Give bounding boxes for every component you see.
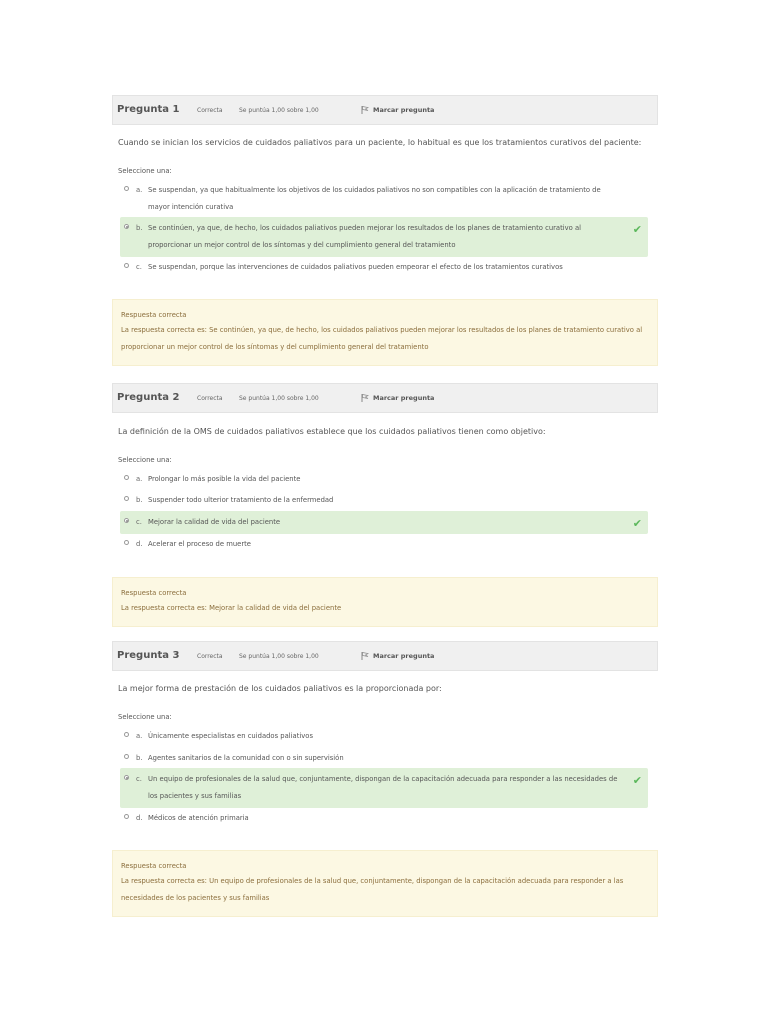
option-text: Se suspendan, ya que habitualmente los objetivos de los cuidados paliativos no son compatibles con la aplicación de tratamiento de mayor intención curativa: [148, 186, 601, 211]
radio-button[interactable]: [124, 224, 129, 229]
radio-button[interactable]: [124, 475, 129, 480]
option-letter: b.: [136, 224, 143, 232]
radio-button[interactable]: [124, 775, 129, 780]
check-icon: ✔: [632, 774, 642, 787]
feedback-box: [112, 299, 658, 366]
flag-icon: [361, 394, 369, 402]
option-text: Agentes sanitarios de la comunidad con o sin supervisión: [148, 754, 344, 762]
select-label: Seleccione una:: [118, 713, 172, 721]
select-label: Seleccione una:: [118, 167, 172, 175]
question-title: Pregunta 1: [117, 104, 180, 115]
question-header: [112, 641, 658, 671]
option-letter: c.: [136, 263, 142, 271]
radio-button[interactable]: [124, 518, 129, 523]
option-letter: d.: [136, 814, 143, 822]
flag-question-label: Marcar pregunta: [373, 106, 435, 114]
question-header: [112, 383, 658, 413]
option-a[interactable]: [120, 725, 648, 748]
feedback-box: [112, 850, 658, 917]
flag-question-button[interactable]: [361, 394, 434, 402]
option-text: Mejorar la calidad de vida del paciente: [148, 518, 281, 526]
check-icon: ✔: [632, 517, 642, 530]
question-2: [112, 383, 658, 628]
option-letter: b.: [136, 496, 143, 504]
question-3: [112, 641, 658, 921]
option-text: Se suspendan, porque las intervenciones de cuidados paliativos pueden empeorar el efecto de los tratamientos curativos: [148, 263, 563, 271]
option-letter: a.: [136, 475, 143, 483]
question-title: Pregunta 3: [117, 650, 180, 661]
question-score: Se puntúa 1,00 sobre 1,00: [239, 395, 319, 402]
question-text: Cuando se inician los servicios de cuidados paliativos para un paciente, lo habitual es que los tratamientos curativos del paciente:: [118, 138, 642, 147]
feedback-text: La respuesta correcta es: Un equipo de profesionales de la salud que, conjuntamente, dispongan de la capacitación adecuada para responder a las necesidades de los pacientes y sus familias: [121, 877, 624, 902]
question-text: La definición de la OMS de cuidados paliativos establece que los cuidados paliativos tienen como objetivo:: [118, 427, 546, 436]
feedback-text: La respuesta correcta es: Mejorar la calidad de vida del paciente: [121, 604, 342, 612]
flag-question-label: Marcar pregunta: [373, 652, 435, 660]
question-status: Correcta: [197, 395, 223, 402]
flag-question-button[interactable]: [361, 652, 434, 660]
option-c[interactable]: [120, 256, 648, 279]
feedback-box: [112, 577, 658, 627]
option-letter: a.: [136, 186, 143, 194]
feedback-title: Respuesta correcta: [121, 311, 187, 319]
option-b[interactable]: [120, 217, 648, 257]
radio-button[interactable]: [124, 186, 129, 191]
radio-button[interactable]: [124, 732, 129, 737]
feedback-text: La respuesta correcta es: Se continúen, ya que, de hecho, los cuidados paliativos pueden mejorar los resultados de los planes de tratamiento curativo al proporcionar un mejor control de los síntomas y del cumplimiento general del tratamiento: [121, 326, 643, 351]
select-label: Seleccione una:: [118, 456, 172, 464]
radio-button[interactable]: [124, 263, 129, 268]
option-letter: d.: [136, 540, 143, 548]
radio-button[interactable]: [124, 814, 129, 819]
option-text: Únicamente especialistas en cuidados paliativos: [148, 732, 313, 740]
option-c[interactable]: [120, 511, 648, 534]
question-score: Se puntúa 1,00 sobre 1,00: [239, 107, 319, 114]
option-text: Médicos de atención primaria: [148, 814, 249, 822]
flag-question-button[interactable]: [361, 106, 434, 114]
check-icon: ✔: [632, 223, 642, 236]
option-letter: c.: [136, 518, 142, 526]
option-text: Se continúen, ya que, de hecho, los cuidados paliativos pueden mejorar los resultados de los planes de tratamiento curativo al proporcionar un mejor control de los síntomas y del cumplimiento general del tratamiento: [148, 224, 582, 249]
option-d[interactable]: [120, 533, 648, 556]
option-letter: b.: [136, 754, 143, 762]
flag-question-label: Marcar pregunta: [373, 394, 435, 402]
option-text: Acelerar el proceso de muerte: [148, 540, 251, 548]
option-a[interactable]: [120, 468, 648, 491]
option-a[interactable]: [120, 179, 648, 219]
flag-icon: [361, 652, 369, 660]
option-text: Prolongar lo más posible la vida del paciente: [148, 475, 301, 483]
option-text: Un equipo de profesionales de la salud que, conjuntamente, dispongan de la capacitación adecuada para responder a las necesidades de los pacientes y sus familias: [148, 775, 618, 800]
question-header: [112, 95, 658, 125]
flag-icon: [361, 106, 369, 114]
radio-button[interactable]: [124, 540, 129, 545]
option-letter: c.: [136, 775, 142, 783]
option-letter: a.: [136, 732, 143, 740]
option-b[interactable]: [120, 747, 648, 770]
feedback-title: Respuesta correcta: [121, 862, 187, 870]
question-status: Correcta: [197, 653, 223, 660]
radio-button[interactable]: [124, 496, 129, 501]
question-score: Se puntúa 1,00 sobre 1,00: [239, 653, 319, 660]
option-d[interactable]: [120, 807, 648, 830]
question-1: [112, 95, 658, 370]
feedback-title: Respuesta correcta: [121, 589, 187, 597]
question-text: La mejor forma de prestación de los cuidados paliativos es la proporcionada por:: [118, 684, 442, 693]
option-c[interactable]: [120, 768, 648, 808]
question-status: Correcta: [197, 107, 223, 114]
question-title: Pregunta 2: [117, 392, 180, 403]
radio-button[interactable]: [124, 754, 129, 759]
option-b[interactable]: [120, 489, 648, 512]
option-text: Suspender todo ulterior tratamiento de la enfermedad: [148, 496, 334, 504]
